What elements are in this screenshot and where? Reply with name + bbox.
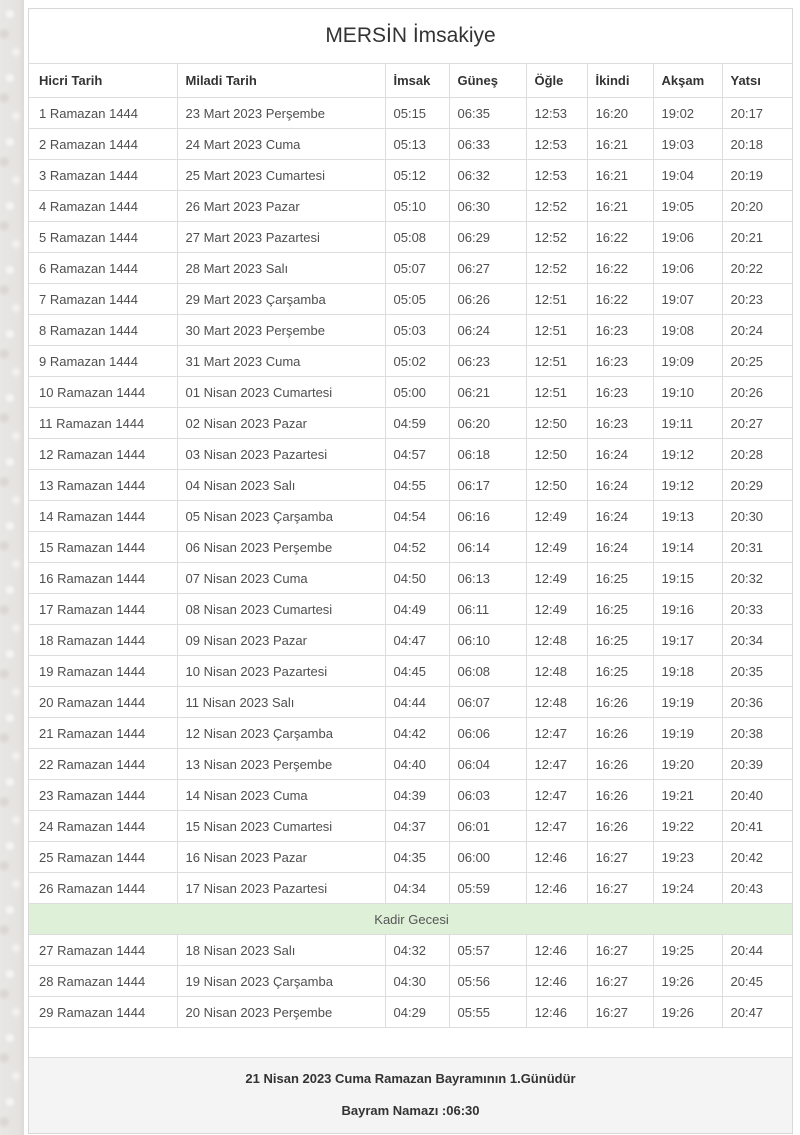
table-cell: 28 Mart 2023 Salı: [177, 253, 385, 284]
title-bar: [29, 9, 792, 64]
table-cell: 16:25: [587, 625, 653, 656]
table-cell: 06:21: [449, 377, 526, 408]
table-cell: 19 Nisan 2023 Çarşamba: [177, 966, 385, 997]
table-cell: 04:44: [385, 687, 449, 718]
table-cell: 16:21: [587, 129, 653, 160]
table-cell: 29 Ramazan 1444: [29, 997, 177, 1028]
table-cell: 2 Ramazan 1444: [29, 129, 177, 160]
table-row: [29, 966, 792, 997]
table-cell: 14 Ramazan 1444: [29, 501, 177, 532]
table-cell: 19 Ramazan 1444: [29, 656, 177, 687]
table-cell: 05:02: [385, 346, 449, 377]
table-cell: 20:34: [722, 625, 792, 656]
table-cell: 19:05: [653, 191, 722, 222]
table-cell: 20:27: [722, 408, 792, 439]
table-cell: 23 Mart 2023 Perşembe: [177, 98, 385, 129]
footer-note: [29, 1057, 792, 1133]
kadir-gecesi-row: [29, 904, 792, 935]
table-row: [29, 253, 792, 284]
table-cell: 06:01: [449, 811, 526, 842]
table-cell: 06 Nisan 2023 Perşembe: [177, 532, 385, 563]
table-cell: 19:08: [653, 315, 722, 346]
table-row: [29, 594, 792, 625]
table-cell: 04:52: [385, 532, 449, 563]
table-cell: 19:14: [653, 532, 722, 563]
table-cell: 27 Ramazan 1444: [29, 935, 177, 966]
table-body: [29, 98, 792, 1028]
prayer-times-table: [29, 64, 792, 1028]
table-cell: 04:47: [385, 625, 449, 656]
table-cell: 16:27: [587, 997, 653, 1028]
table-cell: 16:22: [587, 222, 653, 253]
table-cell: 04 Nisan 2023 Salı: [177, 470, 385, 501]
table-cell: 12:49: [526, 501, 587, 532]
table-cell: 12:48: [526, 625, 587, 656]
table-cell: 16:26: [587, 687, 653, 718]
table-cell: 19:13: [653, 501, 722, 532]
table-cell: 15 Ramazan 1444: [29, 532, 177, 563]
table-cell: 20:28: [722, 439, 792, 470]
table-cell: 04:34: [385, 873, 449, 904]
table-cell: 16:25: [587, 656, 653, 687]
table-cell: 15 Nisan 2023 Cumartesi: [177, 811, 385, 842]
bayram-day-note: 21 Nisan 2023 Cuma Ramazan Bayramının 1.Günüdür: [245, 1071, 576, 1086]
table-cell: 16:23: [587, 377, 653, 408]
table-cell: 04:29: [385, 997, 449, 1028]
table-cell: 03 Nisan 2023 Pazartesi: [177, 439, 385, 470]
table-cell: 12:47: [526, 811, 587, 842]
table-cell: 24 Ramazan 1444: [29, 811, 177, 842]
table-cell: 20:47: [722, 997, 792, 1028]
table-cell: 19:12: [653, 439, 722, 470]
table-cell: 06:08: [449, 656, 526, 687]
table-cell: 19:25: [653, 935, 722, 966]
table-cell: 05:56: [449, 966, 526, 997]
column-header-2: Miladi Tarih: [177, 64, 385, 98]
table-cell: 05:07: [385, 253, 449, 284]
table-cell: 19:06: [653, 253, 722, 284]
table-cell: 16 Ramazan 1444: [29, 563, 177, 594]
bayram-prayer-time-note: Bayram Namazı :06:30: [341, 1103, 480, 1118]
table-cell: 06:23: [449, 346, 526, 377]
table-cell: 20:20: [722, 191, 792, 222]
table-cell: 19:19: [653, 718, 722, 749]
table-cell: 06:24: [449, 315, 526, 346]
table-cell: 26 Ramazan 1444: [29, 873, 177, 904]
table-cell: 05:59: [449, 873, 526, 904]
table-cell: 12:49: [526, 563, 587, 594]
column-header-7: Akşam: [653, 64, 722, 98]
table-cell: 16:22: [587, 284, 653, 315]
table-cell: 08 Nisan 2023 Cumartesi: [177, 594, 385, 625]
table-cell: 20:29: [722, 470, 792, 501]
table-cell: 06:10: [449, 625, 526, 656]
table-cell: 19:16: [653, 594, 722, 625]
table-cell: 16:26: [587, 780, 653, 811]
table-row: [29, 842, 792, 873]
table-cell: 06:26: [449, 284, 526, 315]
table-cell: 12:52: [526, 191, 587, 222]
table-cell: 06:27: [449, 253, 526, 284]
table-cell: 19:09: [653, 346, 722, 377]
table-cell: 16:26: [587, 749, 653, 780]
table-cell: 20:45: [722, 966, 792, 997]
table-cell: 12:47: [526, 780, 587, 811]
table-cell: 05:03: [385, 315, 449, 346]
table-cell: 5 Ramazan 1444: [29, 222, 177, 253]
table-cell: 19:23: [653, 842, 722, 873]
table-row: [29, 997, 792, 1028]
table-cell: 25 Mart 2023 Cumartesi: [177, 160, 385, 191]
table-cell: 04:35: [385, 842, 449, 873]
table-cell: 17 Ramazan 1444: [29, 594, 177, 625]
table-row: [29, 439, 792, 470]
table-cell: 19:20: [653, 749, 722, 780]
table-row: [29, 222, 792, 253]
table-row: [29, 935, 792, 966]
table-cell: 06:03: [449, 780, 526, 811]
table-cell: 19:06: [653, 222, 722, 253]
table-cell: 06:13: [449, 563, 526, 594]
page-title: MERSİN İmsakiye: [325, 24, 496, 47]
table-cell: 16:22: [587, 253, 653, 284]
table-cell: 05 Nisan 2023 Çarşamba: [177, 501, 385, 532]
table-cell: 12:48: [526, 656, 587, 687]
table-cell: 04:32: [385, 935, 449, 966]
table-cell: 02 Nisan 2023 Pazar: [177, 408, 385, 439]
table-cell: 20:25: [722, 346, 792, 377]
table-cell: 19:03: [653, 129, 722, 160]
table-cell: 12:53: [526, 160, 587, 191]
table-cell: 16:26: [587, 811, 653, 842]
table-cell: 04:39: [385, 780, 449, 811]
table-cell: 16:27: [587, 873, 653, 904]
table-cell: 6 Ramazan 1444: [29, 253, 177, 284]
table-cell: 04:54: [385, 501, 449, 532]
table-cell: 04:42: [385, 718, 449, 749]
table-cell: 06:30: [449, 191, 526, 222]
table-row: [29, 129, 792, 160]
table-cell: 09 Nisan 2023 Pazar: [177, 625, 385, 656]
table-cell: 16 Nisan 2023 Pazar: [177, 842, 385, 873]
table-cell: 20:19: [722, 160, 792, 191]
table-cell: 16:27: [587, 966, 653, 997]
table-cell: 04:40: [385, 749, 449, 780]
table-row: [29, 625, 792, 656]
table-cell: 16:27: [587, 935, 653, 966]
table-cell: 16:25: [587, 563, 653, 594]
table-row: [29, 749, 792, 780]
table-cell: 12:46: [526, 873, 587, 904]
table-cell: 12:46: [526, 997, 587, 1028]
table-cell: 12:53: [526, 129, 587, 160]
table-cell: 05:13: [385, 129, 449, 160]
table-cell: 12:47: [526, 718, 587, 749]
table-cell: 18 Nisan 2023 Salı: [177, 935, 385, 966]
table-cell: 19:21: [653, 780, 722, 811]
table-cell: 01 Nisan 2023 Cumartesi: [177, 377, 385, 408]
table-cell: 19:07: [653, 284, 722, 315]
table-cell: 12 Ramazan 1444: [29, 439, 177, 470]
table-cell: 12:53: [526, 98, 587, 129]
table-cell: 19:15: [653, 563, 722, 594]
table-cell: 06:00: [449, 842, 526, 873]
column-header-4: Güneş: [449, 64, 526, 98]
table-cell: 04:45: [385, 656, 449, 687]
table-cell: 29 Mart 2023 Çarşamba: [177, 284, 385, 315]
table-cell: 10 Ramazan 1444: [29, 377, 177, 408]
table-cell: 05:55: [449, 997, 526, 1028]
table-cell: 16:27: [587, 842, 653, 873]
table-cell: 06:20: [449, 408, 526, 439]
table-row: [29, 315, 792, 346]
table-cell: 16:20: [587, 98, 653, 129]
table-cell: 17 Nisan 2023 Pazartesi: [177, 873, 385, 904]
table-cell: 20 Ramazan 1444: [29, 687, 177, 718]
table-cell: 04:30: [385, 966, 449, 997]
table-cell: 20:17: [722, 98, 792, 129]
table-footer-spacer: [29, 1028, 792, 1057]
table-cell: 12:52: [526, 253, 587, 284]
table-cell: 14 Nisan 2023 Cuma: [177, 780, 385, 811]
table-cell: 31 Mart 2023 Cuma: [177, 346, 385, 377]
table-cell: 13 Ramazan 1444: [29, 470, 177, 501]
table-cell: 12:46: [526, 842, 587, 873]
table-cell: 20:30: [722, 501, 792, 532]
table-cell: 7 Ramazan 1444: [29, 284, 177, 315]
table-cell: 12:50: [526, 408, 587, 439]
table-cell: 06:33: [449, 129, 526, 160]
table-cell: 19:18: [653, 656, 722, 687]
table-cell: 20:31: [722, 532, 792, 563]
table-cell: 05:05: [385, 284, 449, 315]
table-row: [29, 811, 792, 842]
page-background-texture: [0, 0, 24, 1135]
column-header-3: İmsak: [385, 64, 449, 98]
table-cell: 04:50: [385, 563, 449, 594]
table-cell: 20:44: [722, 935, 792, 966]
table-cell: 12:52: [526, 222, 587, 253]
table-cell: 06:35: [449, 98, 526, 129]
table-cell: 12:50: [526, 439, 587, 470]
table-cell: 20:33: [722, 594, 792, 625]
table-cell: 05:57: [449, 935, 526, 966]
table-cell: 05:12: [385, 160, 449, 191]
table-row: [29, 408, 792, 439]
column-header-6: İkindi: [587, 64, 653, 98]
kadir-gecesi-label: Kadir Gecesi: [29, 904, 792, 935]
column-header-8: Yatsı: [722, 64, 792, 98]
table-cell: 20:40: [722, 780, 792, 811]
table-cell: 06:06: [449, 718, 526, 749]
table-row: [29, 284, 792, 315]
table-cell: 13 Nisan 2023 Perşembe: [177, 749, 385, 780]
table-cell: 16:23: [587, 315, 653, 346]
table-row: [29, 532, 792, 563]
table-row: [29, 718, 792, 749]
table-cell: 12:51: [526, 315, 587, 346]
table-cell: 8 Ramazan 1444: [29, 315, 177, 346]
table-cell: 05:15: [385, 98, 449, 129]
table-cell: 19:26: [653, 966, 722, 997]
table-row: [29, 160, 792, 191]
table-cell: 06:11: [449, 594, 526, 625]
table-cell: 06:07: [449, 687, 526, 718]
table-cell: 20:41: [722, 811, 792, 842]
table-cell: 28 Ramazan 1444: [29, 966, 177, 997]
table-row: [29, 191, 792, 222]
table-cell: 19:12: [653, 470, 722, 501]
table-cell: 20:24: [722, 315, 792, 346]
table-cell: 30 Mart 2023 Perşembe: [177, 315, 385, 346]
table-cell: 10 Nisan 2023 Pazartesi: [177, 656, 385, 687]
table-cell: 20:36: [722, 687, 792, 718]
table-cell: 9 Ramazan 1444: [29, 346, 177, 377]
table-cell: 19:02: [653, 98, 722, 129]
table-cell: 16:26: [587, 718, 653, 749]
table-cell: 20:22: [722, 253, 792, 284]
table-cell: 23 Ramazan 1444: [29, 780, 177, 811]
table-cell: 20 Nisan 2023 Perşembe: [177, 997, 385, 1028]
table-cell: 20:38: [722, 718, 792, 749]
table-cell: 05:00: [385, 377, 449, 408]
imsakiye-card: [28, 8, 793, 1134]
table-cell: 04:37: [385, 811, 449, 842]
table-cell: 20:42: [722, 842, 792, 873]
table-cell: 16:21: [587, 160, 653, 191]
table-row: [29, 563, 792, 594]
table-row: [29, 687, 792, 718]
table-cell: 12:46: [526, 966, 587, 997]
table-cell: 07 Nisan 2023 Cuma: [177, 563, 385, 594]
table-cell: 11 Ramazan 1444: [29, 408, 177, 439]
table-cell: 12:50: [526, 470, 587, 501]
table-cell: 16:24: [587, 439, 653, 470]
table-cell: 19:04: [653, 160, 722, 191]
table-row: [29, 780, 792, 811]
table-cell: 12:51: [526, 377, 587, 408]
table-cell: 19:10: [653, 377, 722, 408]
table-row: [29, 377, 792, 408]
table-cell: 20:39: [722, 749, 792, 780]
table-cell: 16:23: [587, 346, 653, 377]
table-cell: 06:29: [449, 222, 526, 253]
table-cell: 05:10: [385, 191, 449, 222]
table-cell: 18 Ramazan 1444: [29, 625, 177, 656]
column-header-1: Hicri Tarih: [29, 64, 177, 98]
table-cell: 19:24: [653, 873, 722, 904]
table-row: [29, 656, 792, 687]
table-cell: 12:48: [526, 687, 587, 718]
table-cell: 19:11: [653, 408, 722, 439]
table-cell: 20:43: [722, 873, 792, 904]
table-cell: 12:49: [526, 594, 587, 625]
table-cell: 12:47: [526, 749, 587, 780]
table-row: [29, 98, 792, 129]
table-cell: 06:18: [449, 439, 526, 470]
table-cell: 4 Ramazan 1444: [29, 191, 177, 222]
table-cell: 26 Mart 2023 Pazar: [177, 191, 385, 222]
table-cell: 21 Ramazan 1444: [29, 718, 177, 749]
table-cell: 12 Nisan 2023 Çarşamba: [177, 718, 385, 749]
table-cell: 04:59: [385, 408, 449, 439]
table-cell: 12:51: [526, 346, 587, 377]
table-header-row: [29, 64, 792, 98]
table-cell: 3 Ramazan 1444: [29, 160, 177, 191]
table-cell: 05:08: [385, 222, 449, 253]
table-cell: 06:16: [449, 501, 526, 532]
table-cell: 04:49: [385, 594, 449, 625]
table-cell: 24 Mart 2023 Cuma: [177, 129, 385, 160]
table-cell: 06:04: [449, 749, 526, 780]
table-row: [29, 873, 792, 904]
table-cell: 16:23: [587, 408, 653, 439]
table-cell: 20:18: [722, 129, 792, 160]
table-cell: 16:24: [587, 532, 653, 563]
table-cell: 12:51: [526, 284, 587, 315]
table-cell: 20:26: [722, 377, 792, 408]
table-cell: 20:23: [722, 284, 792, 315]
table-cell: 16:24: [587, 501, 653, 532]
table-cell: 06:32: [449, 160, 526, 191]
table-cell: 20:21: [722, 222, 792, 253]
table-cell: 19:17: [653, 625, 722, 656]
table-cell: 04:55: [385, 470, 449, 501]
table-cell: 20:32: [722, 563, 792, 594]
table-cell: 22 Ramazan 1444: [29, 749, 177, 780]
table-cell: 16:21: [587, 191, 653, 222]
table-row: [29, 470, 792, 501]
table-cell: 16:24: [587, 470, 653, 501]
table-cell: 06:14: [449, 532, 526, 563]
table-cell: 11 Nisan 2023 Salı: [177, 687, 385, 718]
table-cell: 20:35: [722, 656, 792, 687]
table-cell: 25 Ramazan 1444: [29, 842, 177, 873]
table-cell: 12:46: [526, 935, 587, 966]
table-cell: 27 Mart 2023 Pazartesi: [177, 222, 385, 253]
table-cell: 06:17: [449, 470, 526, 501]
table-cell: 1 Ramazan 1444: [29, 98, 177, 129]
table-cell: 04:57: [385, 439, 449, 470]
table-cell: 16:25: [587, 594, 653, 625]
column-header-5: Öğle: [526, 64, 587, 98]
table-row: [29, 346, 792, 377]
table-cell: 12:49: [526, 532, 587, 563]
table-cell: 19:26: [653, 997, 722, 1028]
table-cell: 19:19: [653, 687, 722, 718]
table-cell: 19:22: [653, 811, 722, 842]
table-row: [29, 501, 792, 532]
